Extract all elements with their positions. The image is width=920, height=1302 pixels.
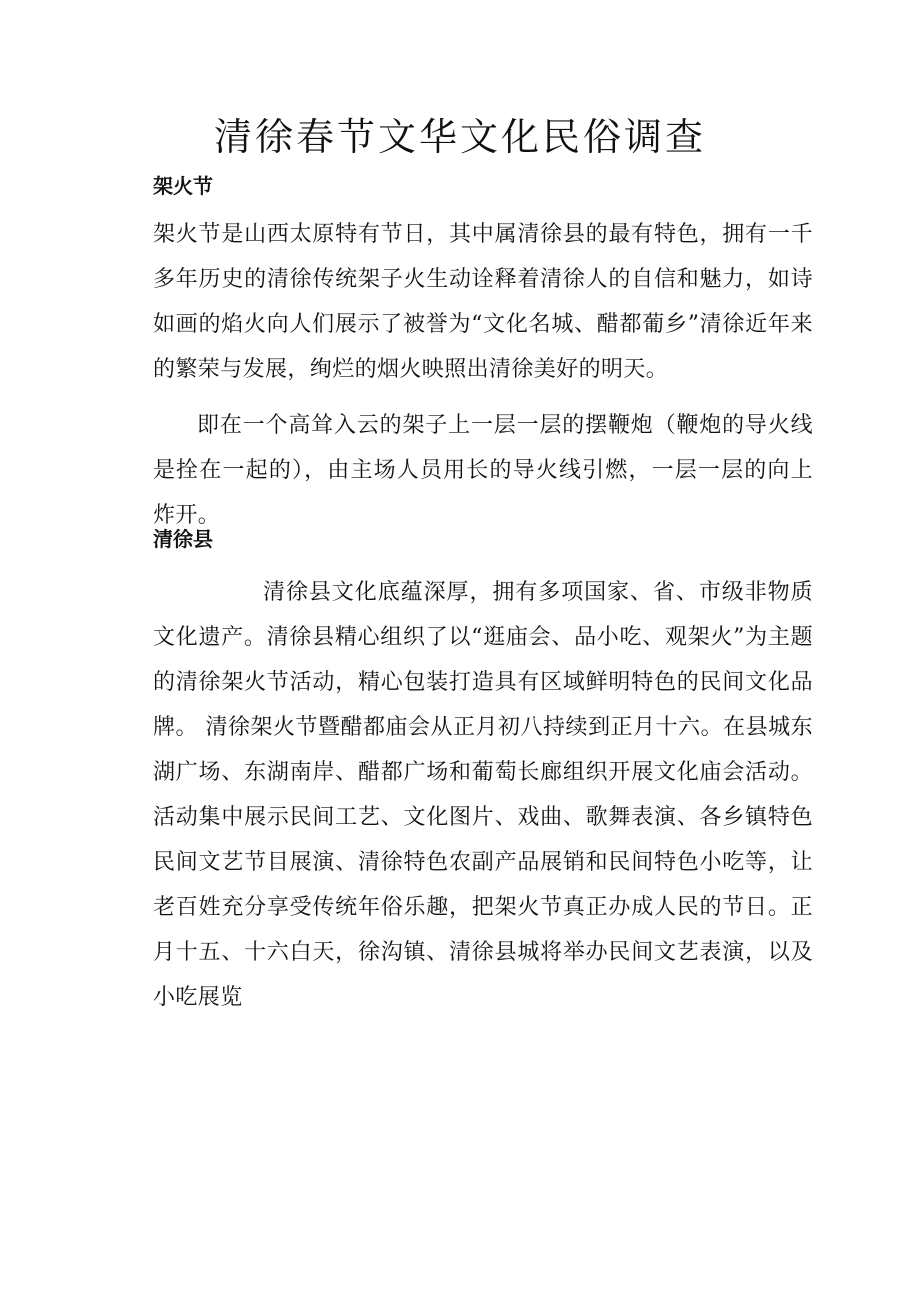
paragraph-jiahuojie-intro: 架火节是山西太原特有节日，其中属清徐县的最有特色，拥有一千多年历史的清徐传统架子火生动诠释着清徐人的自信和魅力，如诗如画的焰火向人们展示了被誉为“文化名城、醋都葡乡”清徐近年来的繁荣与发展，绚烂的烟火映照出清徐美好的明天。 [153, 222, 813, 382]
page-title: 清徐春节文华文化民俗调查 [213, 115, 706, 159]
section-heading-qingxuxian: 清徐县 [153, 527, 213, 551]
paragraph-qingxuxian-body: 清徐县文化底蕴深厚，拥有多项国家、省、市级非物质文化遗产。清徐县精心组织了以“逛庙会、品小吃、观架火”为主题的清徐架火节活动，精心包装打造具有区域鲜明特色的民间文化品牌。 清徐架火节暨醋都庙会从正月初八持续到正月十六。在县城东湖广场、东湖南岸、醋都广场和葡萄长廊组织开展文化庙会活动。活动集中展示民间工艺、文化图片、戏曲、歌舞表演、各乡镇特色民间文艺节目展演、清徐特色农副产品展销和民间特色小吃等，让老百姓充分享受传统年俗乐趣，把架火节真正办成人民的节日。正月十五、十六白天，徐沟镇、清徐县城将举办民间文艺表演，以及小吃展览 [153, 580, 813, 1010]
paragraph-jiahuojie-description: 即在一个高耸入云的架子上一层一层的摆鞭炮（鞭炮的导火线是拴在一起的），由主场人员用长的导火线引燃，一层一层的向上炸开。 [153, 413, 813, 528]
section-heading-jiahuojie: 架火节 [153, 174, 213, 198]
